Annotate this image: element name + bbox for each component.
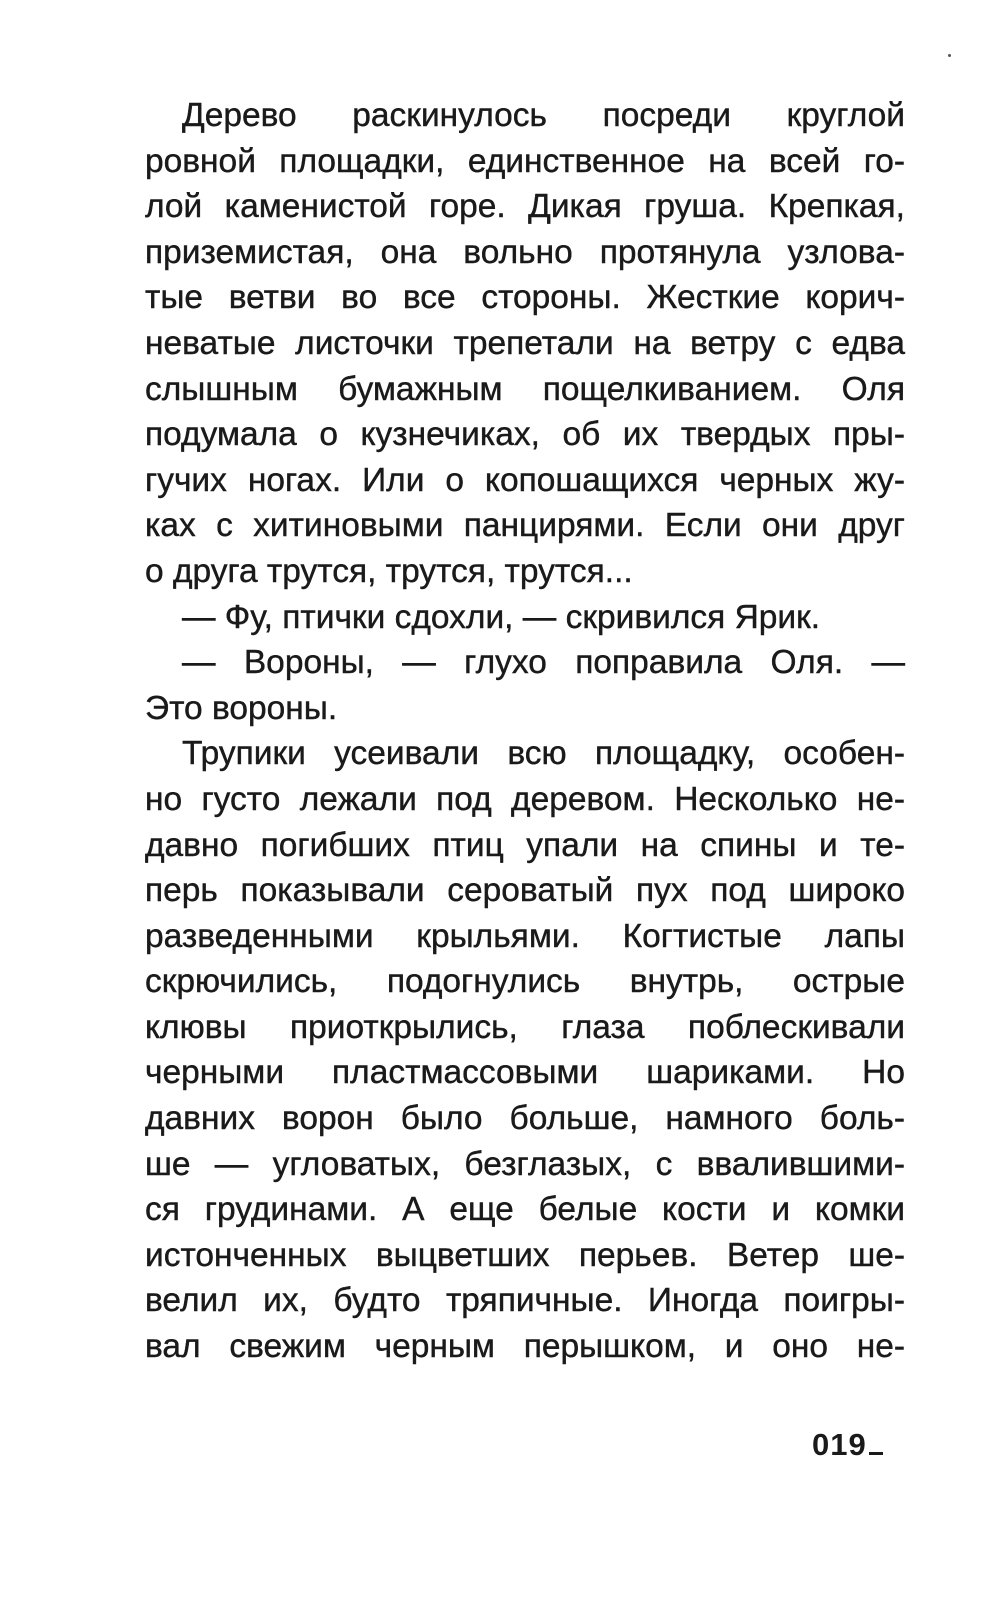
page-number xyxy=(812,1427,883,1463)
dialogue-line: — Вороны, — глухо поправила Оля. — xyxy=(182,644,905,682)
text-line: ровной площадки, единственное на всей го- xyxy=(145,142,905,180)
text-line: гучих ногах. Или о копошащихся черных жу- xyxy=(145,461,905,499)
page-number-value: 019 xyxy=(812,1427,867,1462)
text-line: ках с хитиновыми панцирями. Если они друг xyxy=(145,507,905,545)
text-line: давно погибших птиц упали на спины и те- xyxy=(145,826,905,864)
text-line: ся грудинами. А еще белые кости и комки xyxy=(145,1191,905,1229)
text-line: неватые листочки трепетали на ветру с едва xyxy=(145,324,905,362)
page-number-underscore xyxy=(869,1452,883,1455)
print-speck xyxy=(948,54,951,57)
text-line: Дерево раскинулось посреди круглой xyxy=(182,97,905,134)
text-line: тые ветви во все стороны. Жесткие корич- xyxy=(145,279,905,317)
text-line: истонченных выцветших перьев. Ветер ше- xyxy=(145,1236,905,1274)
body-text xyxy=(145,93,905,1370)
text-line: разведенными крыльями. Когтистые лапы xyxy=(145,917,905,955)
text-line: Трупики усеивали всю площадку, особен- xyxy=(182,735,905,773)
text-line: велил их, будто тряпичные. Иногда поигры- xyxy=(145,1282,905,1320)
text-line: но густо лежали под деревом. Несколько не- xyxy=(145,780,905,818)
text-line: ше — угловатых, безглазых, с ввалившими- xyxy=(145,1145,905,1183)
text-line: слышным бумажным пощелкиванием. Оля xyxy=(145,370,905,408)
text-line: черными пластмассовыми шариками. Но xyxy=(145,1054,905,1092)
text-line: перь показывали сероватый пух под широко xyxy=(145,872,905,910)
text-line: клювы приоткрылись, глаза поблескивали xyxy=(145,1008,905,1046)
dialogue-line: Это вороны. xyxy=(145,689,338,727)
text-line: давних ворон было больше, намного боль- xyxy=(145,1100,905,1138)
text-line: подумала о кузнечиках, об их твердых пры- xyxy=(145,416,905,454)
text-line: лой каменистой горе. Дикая груша. Крепкая, xyxy=(145,188,905,226)
text-line: о друга трутся, трутся, трутся... xyxy=(145,552,633,590)
text-line: скрючились, подогнулись внутрь, острые xyxy=(145,963,905,1001)
text-line: приземистая, она вольно протянула узлова- xyxy=(145,233,905,271)
dialogue-line: — Фу, птички сдохли, — скривился Ярик. xyxy=(182,598,821,636)
text-line: вал свежим черным перышком, и оно не- xyxy=(145,1328,905,1366)
